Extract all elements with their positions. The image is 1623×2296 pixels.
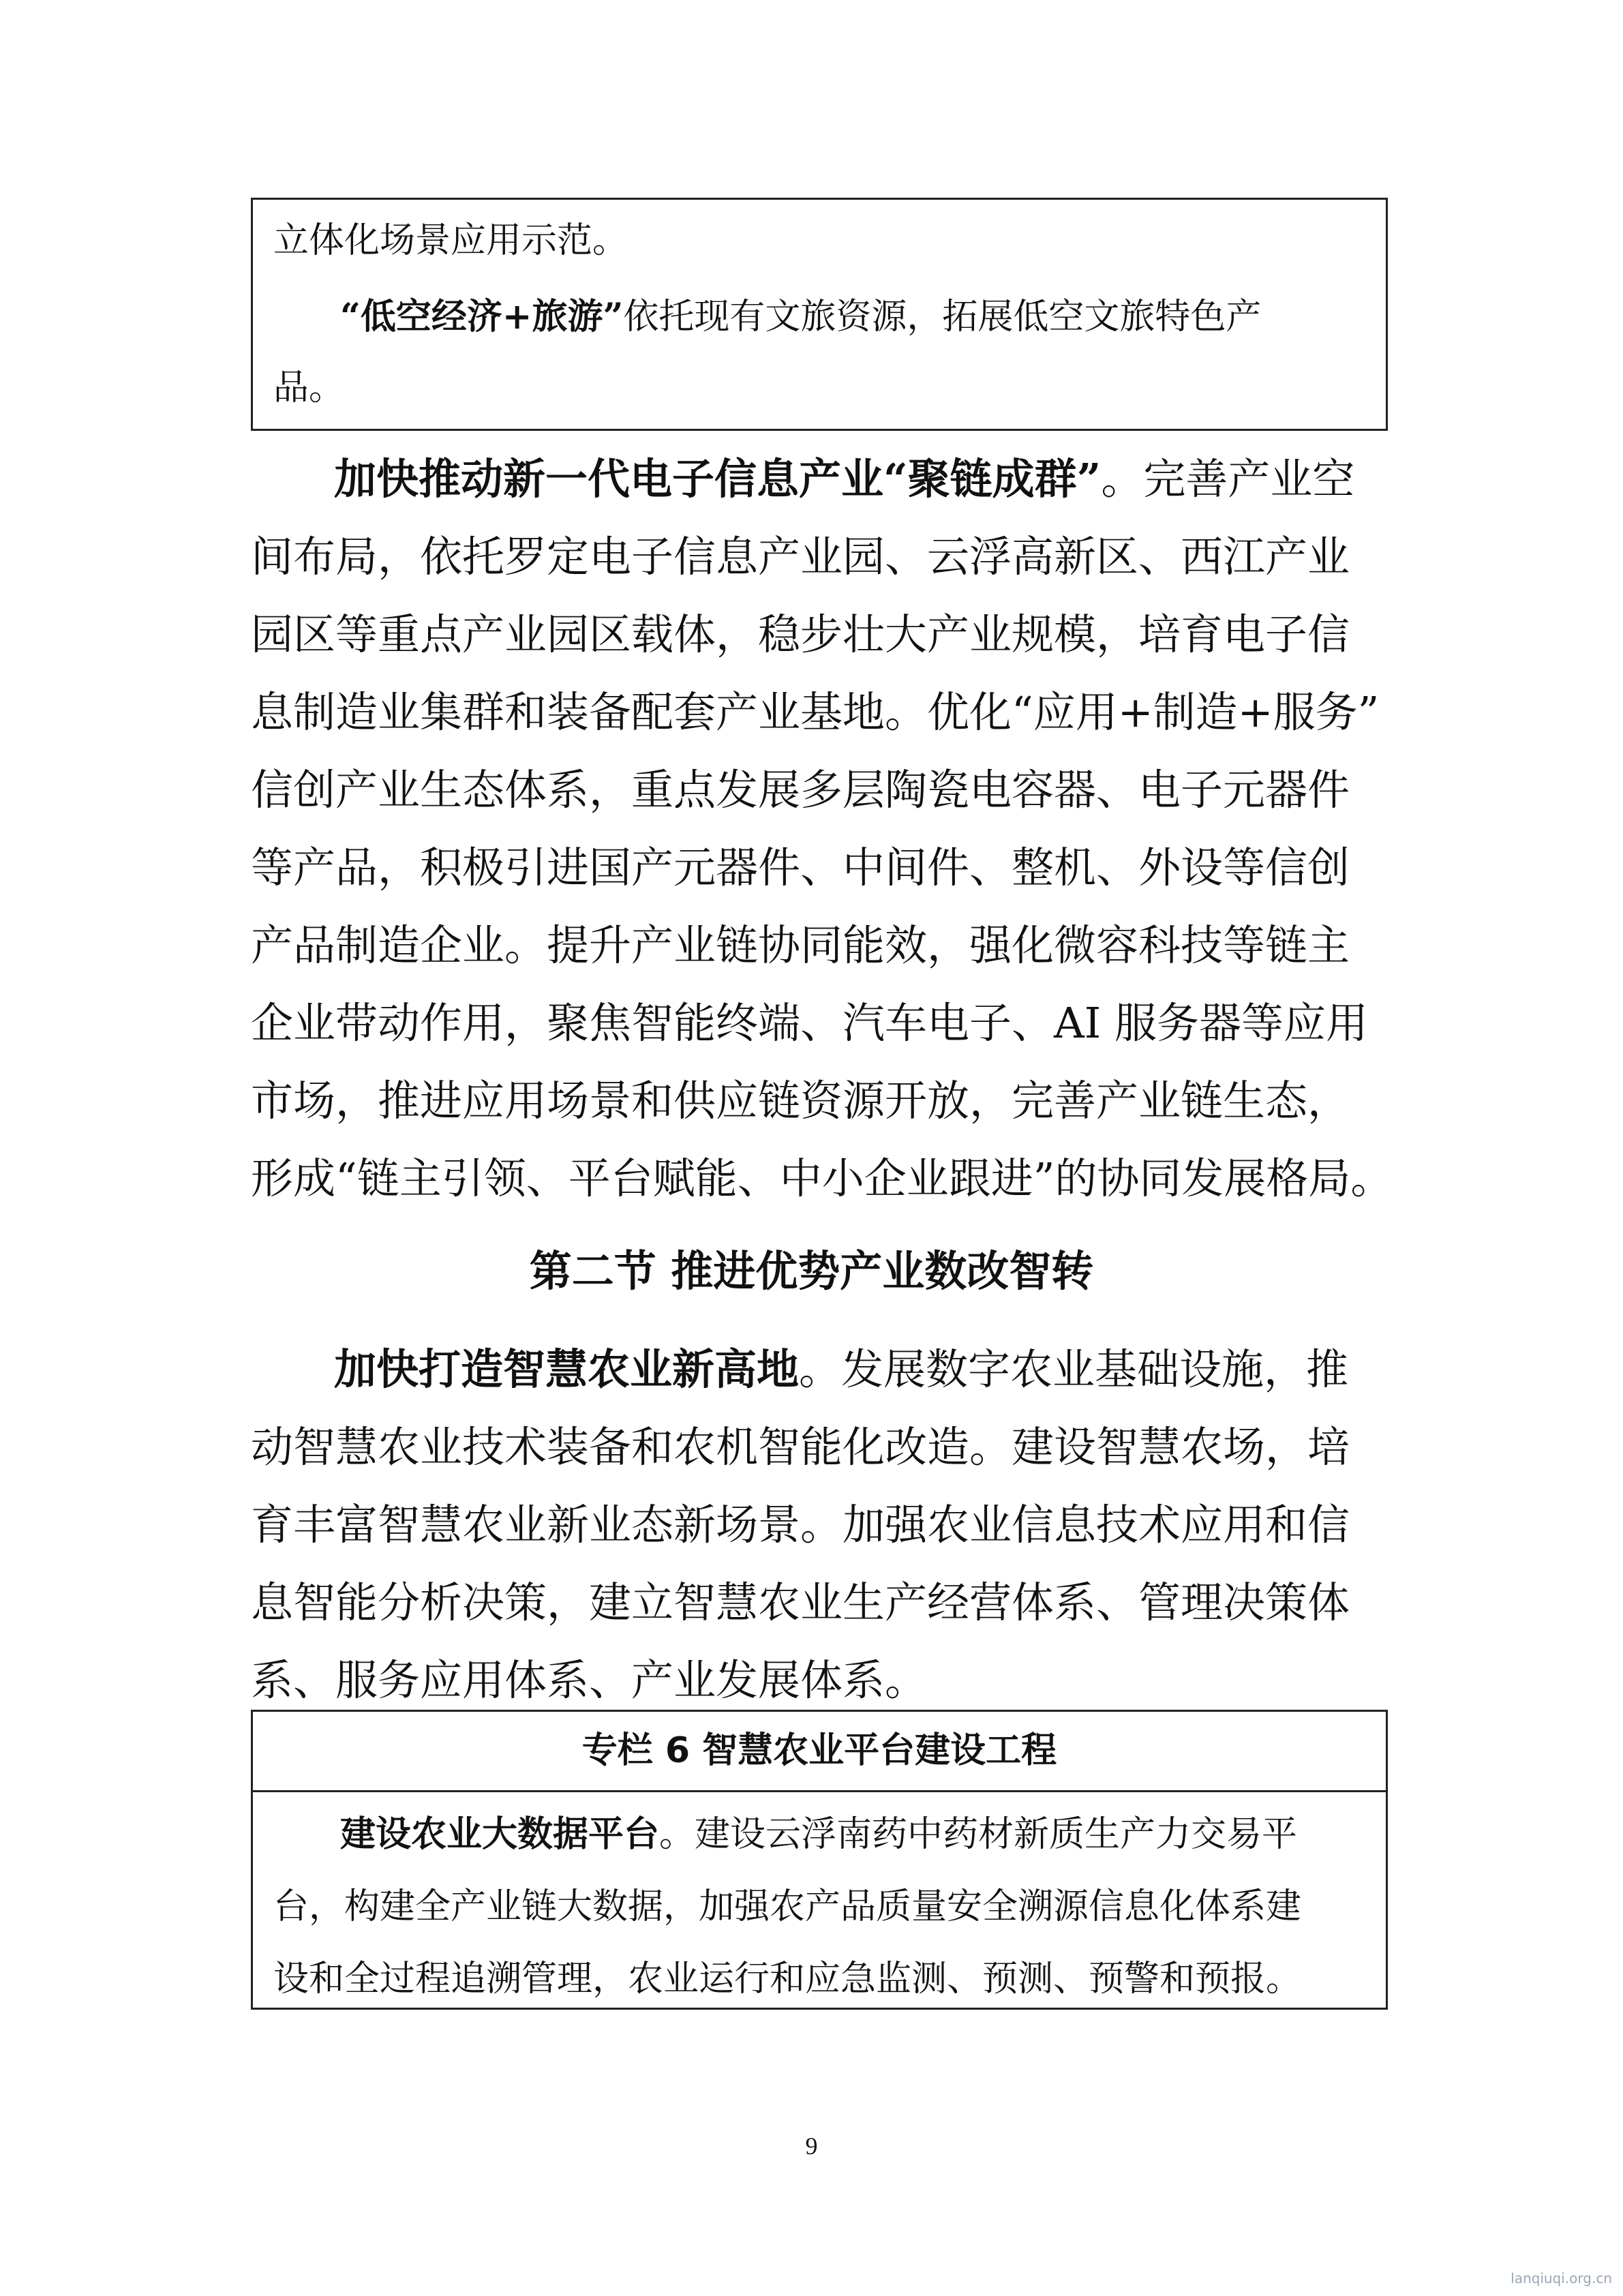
paragraph-line: 息智能分析决策，建立智慧农业生产经营体系、管理决策体 — [251, 1577, 1350, 1627]
column-box-low-altitude — [251, 198, 1388, 431]
paragraph-text: 。发展数字农业基础设施，推 — [799, 1344, 1349, 1394]
box-line: 立体化场景应用示范。 — [273, 220, 628, 261]
paragraph-line: 间布局，依托罗定电子信息产业园、云浮高新区、西江产业 — [251, 532, 1350, 581]
panel-title: 专栏 6 智慧农业平台建设工程 — [253, 1712, 1386, 1792]
paragraph-line: 息制造业集群和装备配套产业基地。优化“应用+制造+服务” — [251, 687, 1380, 737]
paragraph-line: 形成“链主引领、平台赋能、中小企业跟进”的协同发展格局。 — [251, 1153, 1393, 1203]
bold-lead: 加快推动新一代电子信息产业“聚链成群” — [334, 454, 1102, 504]
section-title: 第二节 推进优势产业数改智转 — [529, 1246, 1094, 1296]
paragraph-line: 育丰富智慧农业新业态新场景。加强农业信息技术应用和信 — [251, 1500, 1350, 1550]
box-line: 设和全过程追溯管理，农业运行和应急监测、预测、预警和预报。 — [273, 1959, 1302, 1999]
bold-lead: 建设农业大数据平台 — [340, 1813, 660, 1855]
bold-lead: 加快打造智慧农业新高地 — [334, 1344, 800, 1394]
paragraph-line: 系、服务应用体系、产业发展体系。 — [251, 1655, 928, 1705]
box-line — [340, 1814, 1431, 1855]
box-line — [340, 297, 1431, 337]
paragraph-line: 信创产业生态体系，重点发展多层陶瓷电容器、电子元器件 — [251, 765, 1350, 815]
box-line-text: 依托现有文旅资源，拓展低空文旅特色产 — [623, 297, 1262, 337]
paragraph-line: 园区等重点产业园区载体，稳步壮大产业规模，培育电子信 — [251, 609, 1350, 659]
paragraph-line: 市场，推进应用场景和供应链资源开放，完善产业链生态， — [251, 1076, 1350, 1126]
paragraph-line: 等产品，积极引进国产元器件、中间件、整机、外设等信创 — [251, 843, 1350, 892]
paragraph-text: 。完善产业空 — [1101, 454, 1355, 504]
box-line: 台，构建全产业链大数据，加强农产品质量安全溯源信息化体系建 — [273, 1886, 1302, 1927]
box-line: 品。 — [273, 367, 345, 408]
paragraph-line — [334, 455, 1471, 503]
column-box-smart-agriculture — [251, 1710, 1388, 2010]
page-number: 9 — [805, 2132, 818, 2160]
box-line-text: 。建设云浮南药中药材新质生产力交易平 — [659, 1814, 1298, 1855]
paragraph-line: 产品制造企业。提升产业链协同能效，强化微容科技等链主 — [251, 920, 1350, 970]
paragraph-line — [334, 1346, 1471, 1393]
paragraph-line: 企业带动作用，聚焦智能终端、汽车电子、AI 服务器等应用 — [251, 998, 1368, 1048]
watermark: lanqiuqi.org.cn — [1511, 2270, 1612, 2286]
paragraph-line: 动智慧农业技术装备和农机智能化改造。建设智慧农场，培 — [251, 1422, 1350, 1472]
bold-lead: “低空经济+旅游” — [340, 296, 624, 337]
